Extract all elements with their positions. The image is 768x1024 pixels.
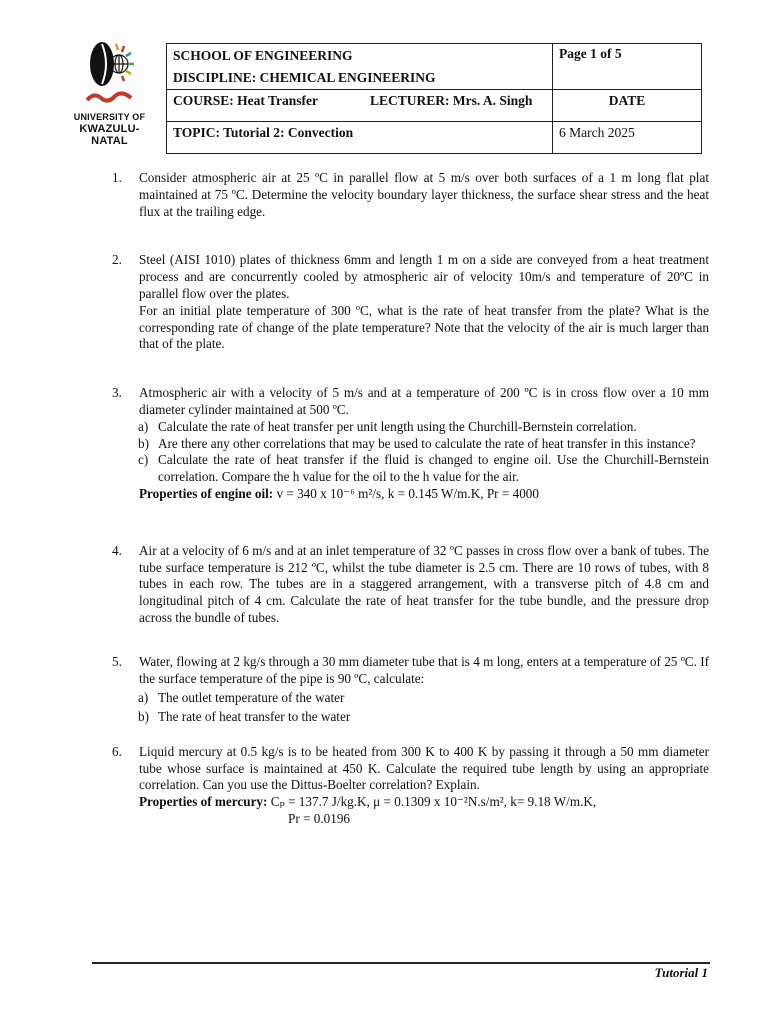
question-5a xyxy=(112,688,709,707)
sub-text: The outlet temperature of the water xyxy=(158,689,345,705)
sub-label: b) xyxy=(138,708,149,724)
question-text: Liquid mercury at 0.5 kg/s is to be heated from 300 K to 400 K by passing it through a 50 mm diameter tube whose surface is maintained at 450 K. Calculate the required tube length by using an appropriate correlation. Can you use the Dittus-Boelter correlation? Explain. xyxy=(139,743,709,793)
questions xyxy=(112,170,709,828)
date-value: 6 March 2025 xyxy=(553,122,702,154)
sub-text: Calculate the rate of heat transfer if the fluid is changed to engine oil. Use the Churchill-Bernstein correlation. Compare the h value for the oil to the h value for the air. xyxy=(158,452,709,485)
course: COURSE: Heat Transfer xyxy=(167,90,365,122)
topic: TOPIC: Tutorial 2: Convection xyxy=(167,122,553,154)
sub-label: a) xyxy=(138,418,149,434)
question-5 xyxy=(112,653,709,688)
sub-text: Calculate the rate of heat transfer per unit length using the Churchill-Bernstein correlation. xyxy=(158,418,637,434)
question-text-continued: For an initial plate temperature of 300 ºC, what is the rate of heat transfer from the plate? What is the corresponding rate of change of the plate temperature? Note that the velocity of the air is much larger than that of the plate. xyxy=(139,302,709,352)
mercury-properties xyxy=(112,794,709,811)
question-3c xyxy=(112,452,709,486)
lecturer: LECTURER: Mrs. A. Singh xyxy=(364,90,553,122)
properties-values: Cₚ = 137.7 J/kg.K, μ = 0.1309 x 10⁻²N.s/m², k= 9.18 W/m.K, xyxy=(270,794,597,810)
university-logo xyxy=(62,36,157,147)
question-2 xyxy=(112,252,709,353)
question-3 xyxy=(112,385,709,419)
sub-label: c) xyxy=(138,452,149,468)
footer-divider xyxy=(92,962,710,964)
question-text: Air at a velocity of 6 m/s and at an inlet temperature of 32 ºC passes in cross flow over a bank of tubes. The tube surface temperature is 212 ºC, whilst the tube diameter is 2.5 cm. There are 10 rows of tubes, with 8 tubes in each row. The tubes are in a staggered arrangement, with a transverse pitch of 4.8 cm and longitudinal pitch of 4 cm. Calculate the rate of heat transfer for the tube bundle, and the pressure drop across the bundle of tubes. xyxy=(139,542,709,625)
mercury-prandtl: Pr = 0.0196 xyxy=(288,810,351,826)
logo-line-2: KWAZULU-NATAL xyxy=(79,123,140,147)
school-name: SCHOOL OF ENGINEERING xyxy=(173,48,353,63)
question-number: 4. xyxy=(112,542,122,558)
question-4 xyxy=(112,543,709,627)
engine-oil-properties xyxy=(112,486,709,503)
question-number: 6. xyxy=(112,743,122,759)
page-number: Page 1 of 5 xyxy=(553,44,702,90)
question-number: 1. xyxy=(112,170,122,185)
discipline: DISCIPLINE: CHEMICAL ENGINEERING xyxy=(173,70,436,85)
properties-values: v = 340 x 10⁻⁶ m²/s, k = 0.145 W/m.K, Pr = 4000 xyxy=(276,485,539,501)
logo-line-1: UNIVERSITY OF xyxy=(73,112,146,122)
sub-label: b) xyxy=(138,435,149,451)
question-number: 3. xyxy=(112,385,122,401)
sub-label: a) xyxy=(138,689,149,705)
question-text: Water, flowing at 2 kg/s through a 30 mm diameter tube that is 4 m long, enters at a temperature of 25 ºC. If the surface temperature of the pipe is 90 ºC, calculate: xyxy=(139,653,709,687)
question-6 xyxy=(112,744,709,794)
question-1 xyxy=(112,170,709,220)
sub-text: The rate of heat transfer to the water xyxy=(158,708,351,724)
question-3b xyxy=(112,436,709,453)
question-text: Consider atmospheric air at 25 ºC in parallel flow at 5 m/s over both surfaces of a 1 m long flat plat maintained at 75 ºC. Determine the velocity boundary layer thickness, the surface shear stress and the heat flux at the trailing edge. xyxy=(139,170,709,219)
question-text: Steel (AISI 1010) plates of thickness 6mm and length 1 m on a side are conveyed from a heat treatment process and are concurrently cooled by atmospheric air of velocity 10m/s and temperature of 20ºC in parallel flow over the plates. xyxy=(139,252,709,301)
question-text: Atmospheric air with a velocity of 5 m/s and at a temperature of 200 ºC is in cross flow over a 10 mm diameter cylinder maintained at 500 ºC. xyxy=(139,385,709,417)
question-5b xyxy=(112,707,709,726)
properties-label: Properties of mercury: xyxy=(139,794,268,810)
date-label: DATE xyxy=(553,90,702,122)
university-crest-icon xyxy=(86,36,136,106)
question-3a xyxy=(112,419,709,436)
question-number: 5. xyxy=(112,653,122,669)
header-table xyxy=(166,43,702,154)
question-number: 2. xyxy=(112,252,122,268)
footer-label: Tutorial 1 xyxy=(654,965,708,980)
sub-text: Are there any other correlations that may be used to calculate the rate of heat transfer in this instance? xyxy=(158,435,696,451)
properties-label: Properties of engine oil: xyxy=(139,485,274,501)
